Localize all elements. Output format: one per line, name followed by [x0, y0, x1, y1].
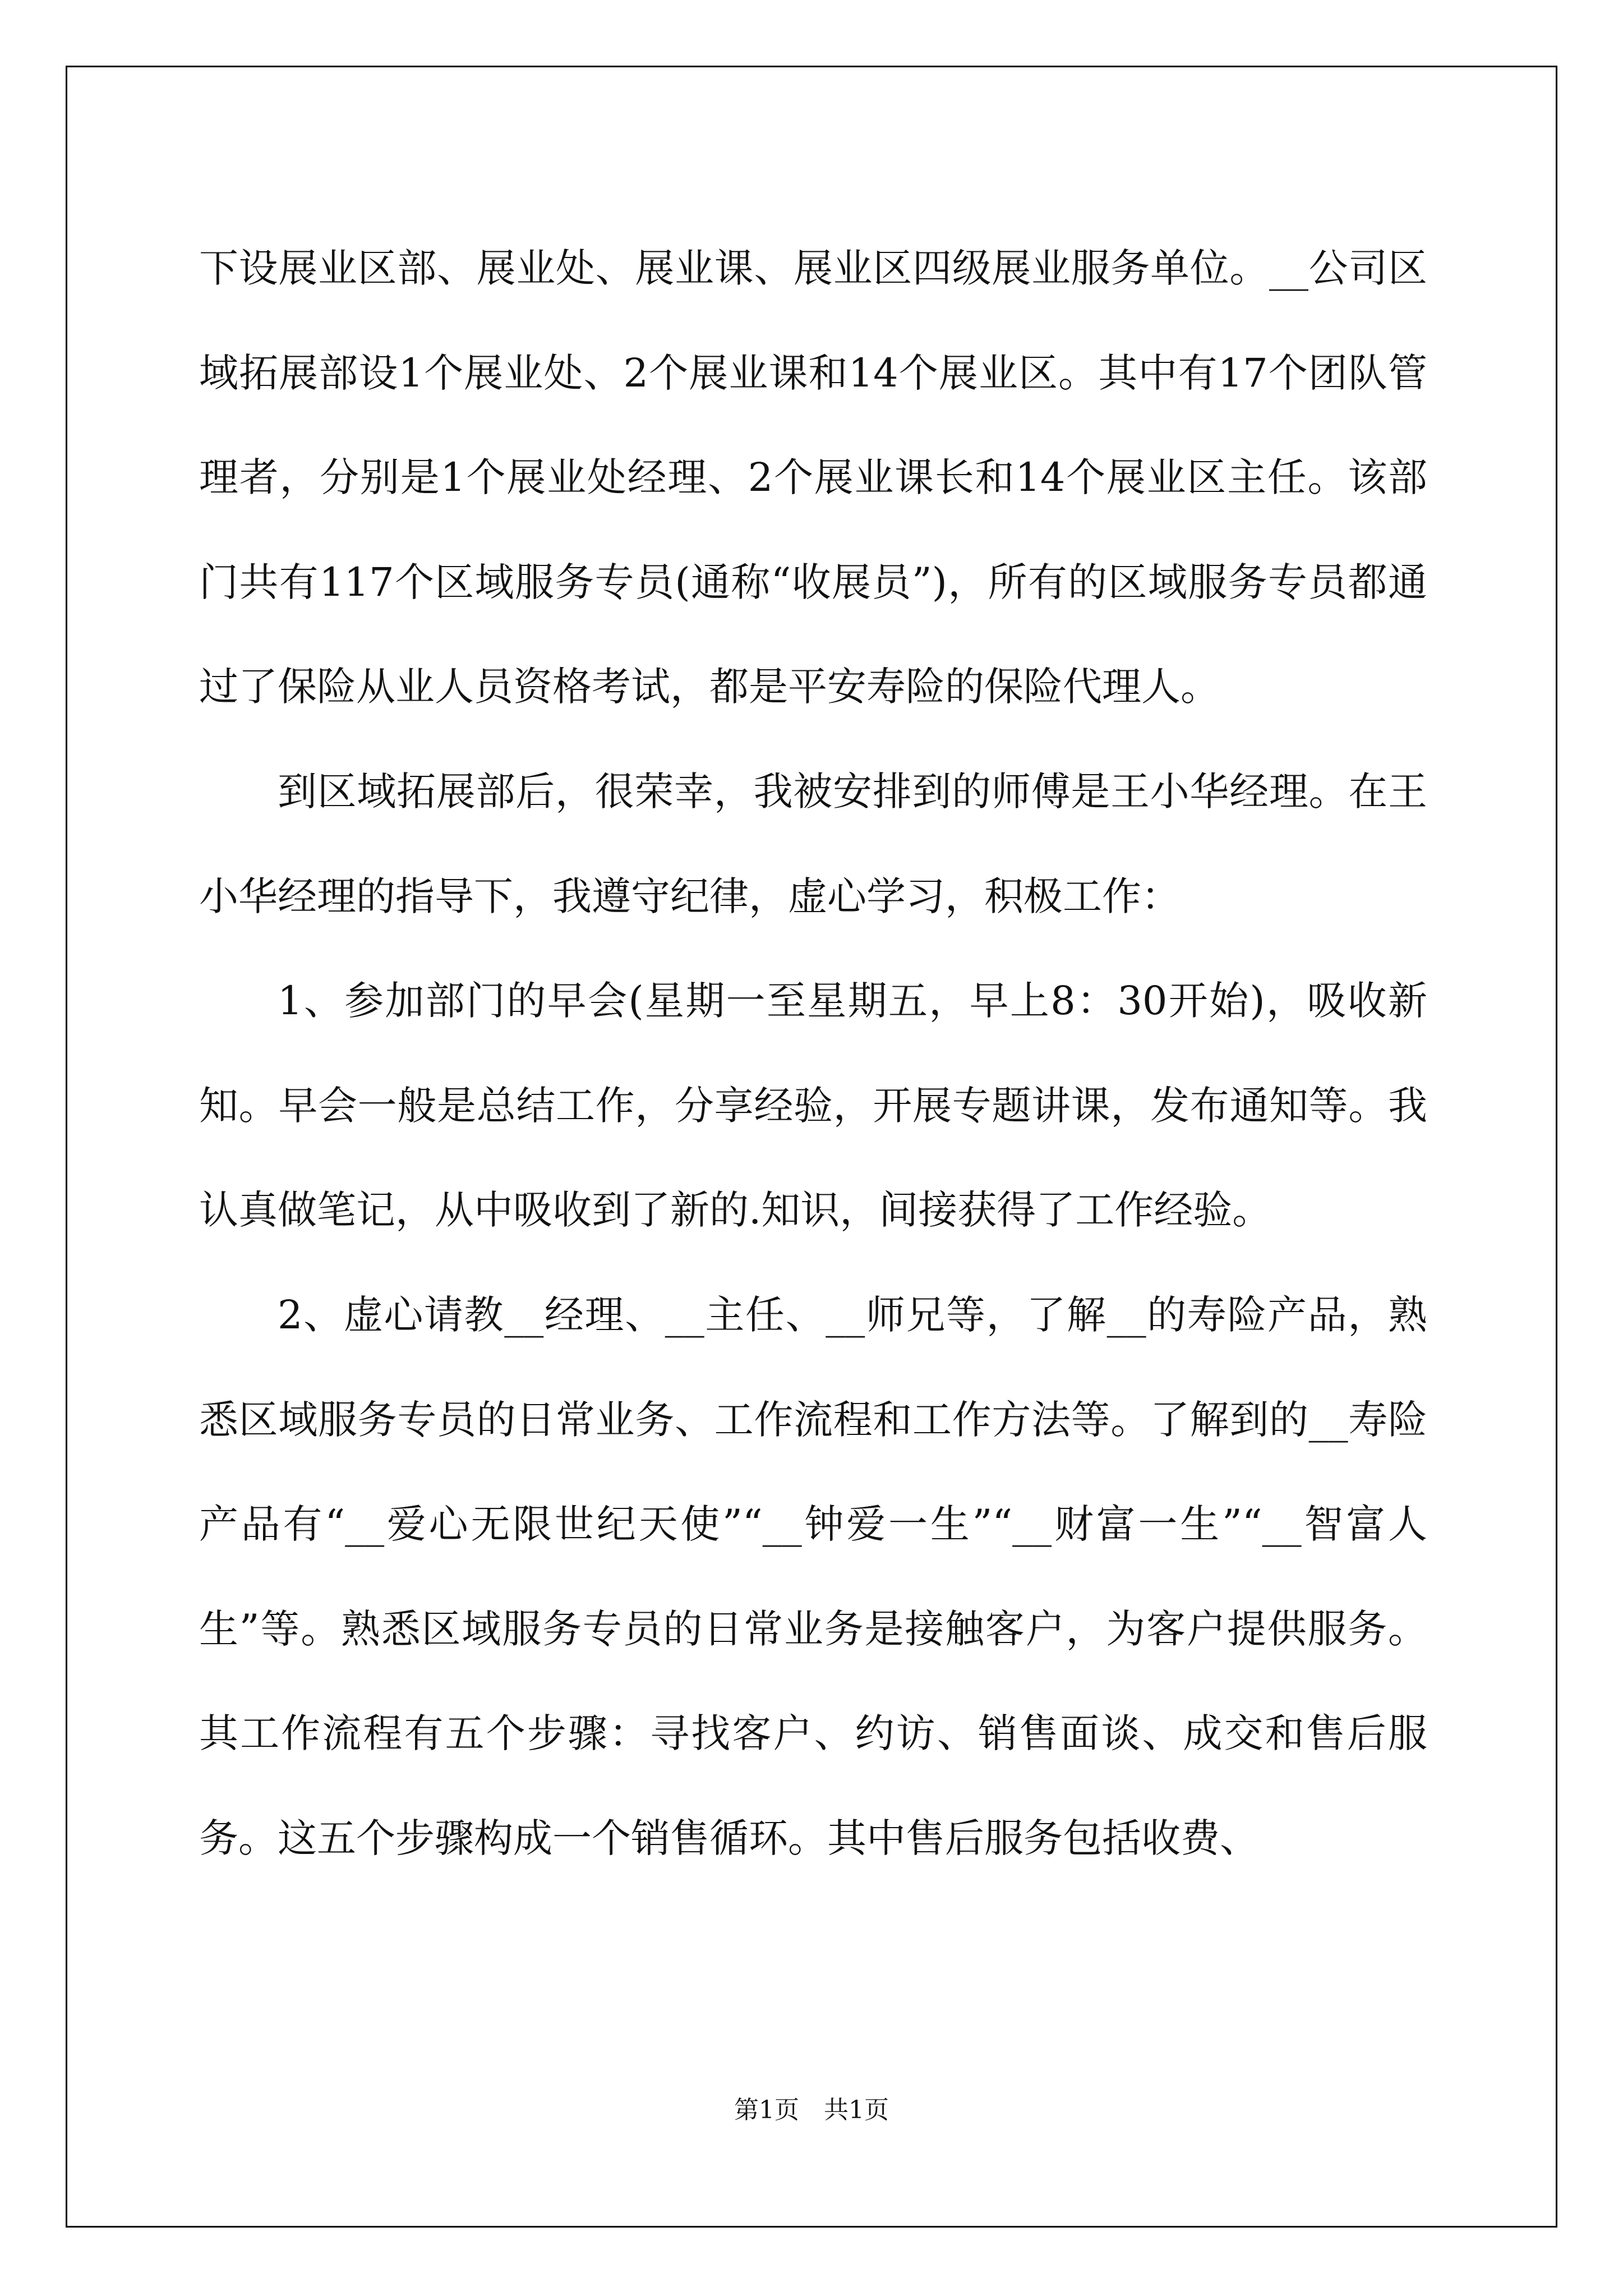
document-body [199, 216, 1427, 1891]
paragraph-2: 到区域拓展部后，很荣幸，我被安排到的师傅是王小华经理。在王小华经理的指导下，我遵守纪律，虚心学习，积极工作： [199, 768, 1427, 919]
paragraph-3: 1、参加部门的早会(星期一至星期五，早上8：30开始)，吸收新知。早会一般是总结工作，分享经验，开展专题讲课，发布通知等。我认真做笔记，从中吸收到了新的.知识，间接获得了工作经验。 [199, 978, 1427, 1234]
paragraph-1: 下设展业区部、展业处、展业课、展业区四级展业服务单位。__公司区域拓展部设1个展业处、2个展业课和14个展业区。其中有17个团队管理者，分别是1个展业处经理、2个展业课长和14个展业区主任。该部门共有117个区域服务专员(通称“收展员”)，所有的区域服务专员都通过了保险从业人员资格考试，都是平安寿险的保险代理人。 [199, 245, 1427, 710]
page-footer: 第1页 共1页 [734, 2096, 889, 2124]
paragraph-4: 2、虚心请教__经理、__主任、__师兄等，了解__的寿险产品，熟悉区域服务专员的日常业务、工作流程和工作方法等。了解到的__寿险产品有“__爱心无限世纪天使”“__钟爱一生”“__财富一生”“__智富人生”等。熟悉区域服务专员的日常业务是接触客户，为客户提供服务。其工作流程有五个步骤：寻找客户、约访、销售面谈、成交和售后服务。这五个步骤构成一个销售循环。其中售后服务包括收费、 [199, 1291, 1427, 1861]
